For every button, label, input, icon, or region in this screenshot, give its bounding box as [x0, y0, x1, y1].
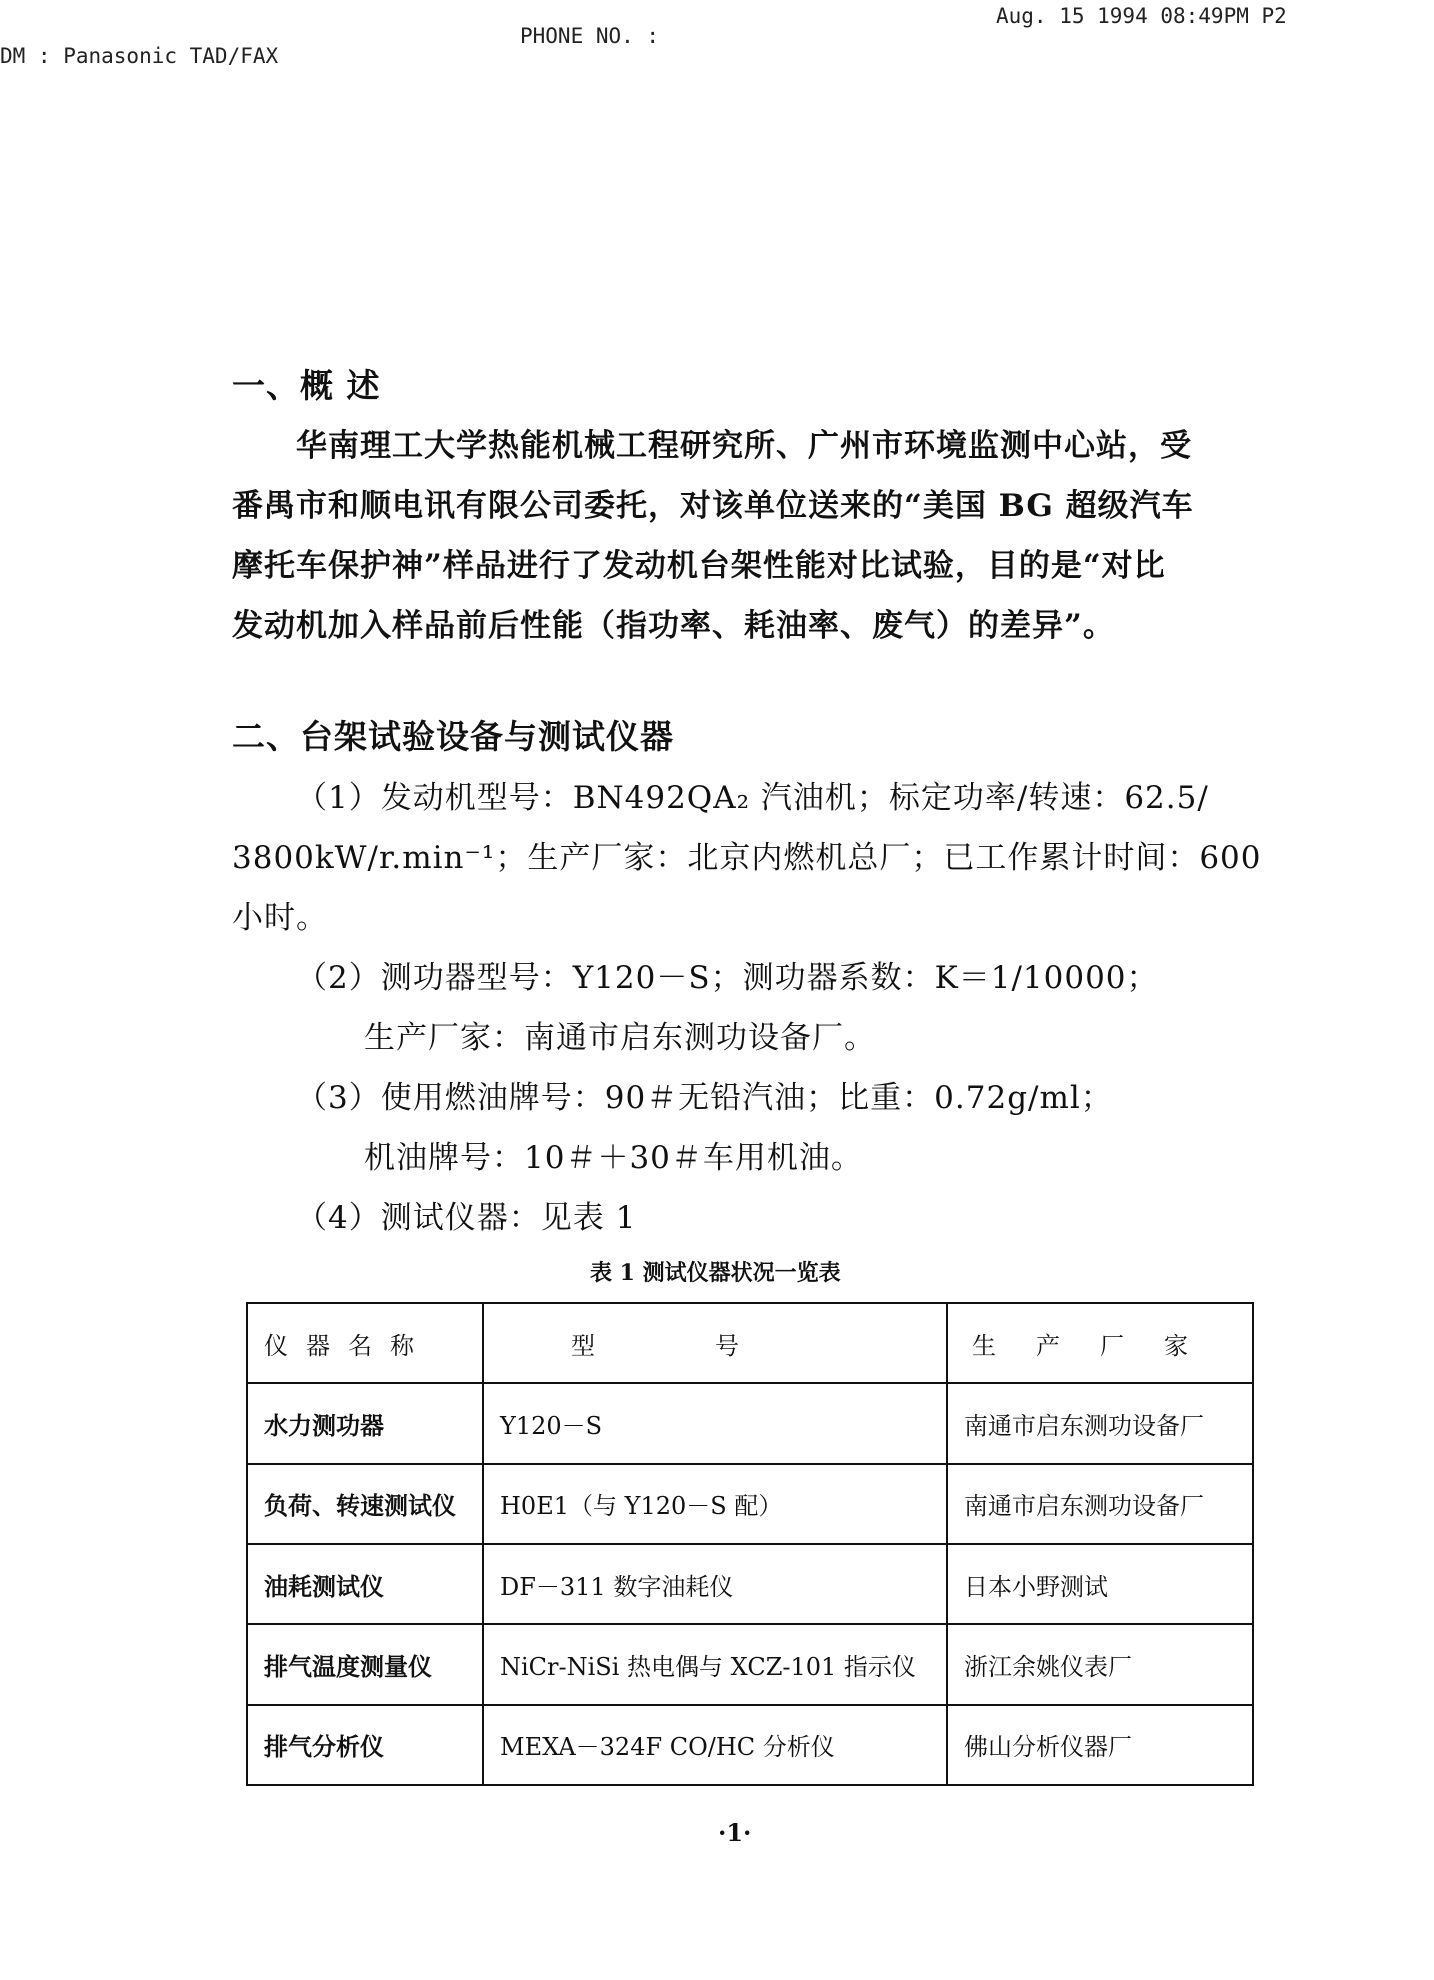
- table-header-row: [247, 1303, 1253, 1383]
- section2-item-1-cont: 3800kW/r.min⁻¹；生产厂家：北京内燃机总厂；已工作累计时间：600: [232, 840, 1262, 876]
- header-model: 型号: [483, 1303, 947, 1383]
- cell-name: 排气分析仪: [247, 1705, 483, 1785]
- section1-line-3: 摩托车保护神”样品进行了发动机台架性能对比试验，目的是“对比: [232, 548, 1166, 584]
- cell-model: Y120－S: [483, 1383, 947, 1463]
- table-caption: 表 1 测试仪器状况一览表: [590, 1260, 841, 1286]
- table-row: [247, 1705, 1253, 1785]
- instrument-table: [246, 1302, 1254, 1786]
- table-row: [247, 1624, 1253, 1704]
- cell-manufacturer: 浙江余姚仪表厂: [947, 1624, 1253, 1704]
- cell-name: 排气温度测量仪: [247, 1624, 483, 1704]
- cell-model: H0E1（与 Y120－S 配）: [483, 1464, 947, 1544]
- section2-item-3: （3）使用燃油牌号：90＃无铅汽油；比重：0.72g/ml；: [296, 1080, 1113, 1116]
- table-row: [247, 1544, 1253, 1624]
- fax-phone-line: PHONE NO. :: [520, 24, 660, 48]
- header-name: 仪器名称: [247, 1303, 483, 1383]
- cell-manufacturer: 南通市启东测功设备厂: [947, 1383, 1253, 1463]
- fax-datetime: Aug. 15 1994 08:49PM P2: [996, 4, 1287, 28]
- section1-line-1: 华南理工大学热能机械工程研究所、广州市环境监测中心站，受: [296, 428, 1192, 464]
- section2-item-4: （4）测试仪器：见表 1: [296, 1200, 637, 1236]
- page-number: ·1·: [718, 1818, 752, 1847]
- cell-manufacturer: 日本小野测试: [947, 1544, 1253, 1624]
- section2-item-3-cont: 机油牌号：10＃＋30＃车用机油。: [364, 1140, 863, 1176]
- cell-model: MEXA－324F CO/HC 分析仪: [483, 1705, 947, 1785]
- section2-item-2-cont: 生产厂家：南通市启东测功设备厂。: [364, 1020, 876, 1056]
- cell-manufacturer: 南通市启东测功设备厂: [947, 1464, 1253, 1544]
- table-row: [247, 1464, 1253, 1544]
- section2-item-2: （2）测功器型号：Y120－S；测功器系数：K＝1/10000；: [296, 960, 1159, 996]
- section2-heading: 二、台架试验设备与测试仪器: [232, 717, 674, 756]
- section1-line-2: 番禺市和顺电讯有限公司委托，对该单位送来的“美国 BG 超级汽车: [232, 488, 1194, 524]
- table-row: [247, 1383, 1253, 1463]
- section2-item-1: （1）发动机型号：BN492QA₂ 汽油机；标定功率/转速：62.5/: [296, 780, 1209, 816]
- cell-manufacturer: 佛山分析仪器厂: [947, 1705, 1253, 1785]
- cell-name: 水力测功器: [247, 1383, 483, 1463]
- fax-from-line: DM : Panasonic TAD/FAX: [0, 44, 279, 68]
- cell-model: NiCr-NiSi 热电偶与 XCZ-101 指示仪: [483, 1624, 947, 1704]
- cell-name: 负荷、转速测试仪: [247, 1464, 483, 1544]
- cell-model: DF－311 数字油耗仪: [483, 1544, 947, 1624]
- header-manufacturer: 生产厂家: [947, 1303, 1253, 1383]
- section1-heading: 一、概 述: [232, 366, 381, 405]
- section1-line-4: 发动机加入样品前后性能（指功率、耗油率、废气）的差异”。: [232, 608, 1115, 644]
- section2-item-1-end: 小时。: [232, 900, 328, 936]
- cell-name: 油耗测试仪: [247, 1544, 483, 1624]
